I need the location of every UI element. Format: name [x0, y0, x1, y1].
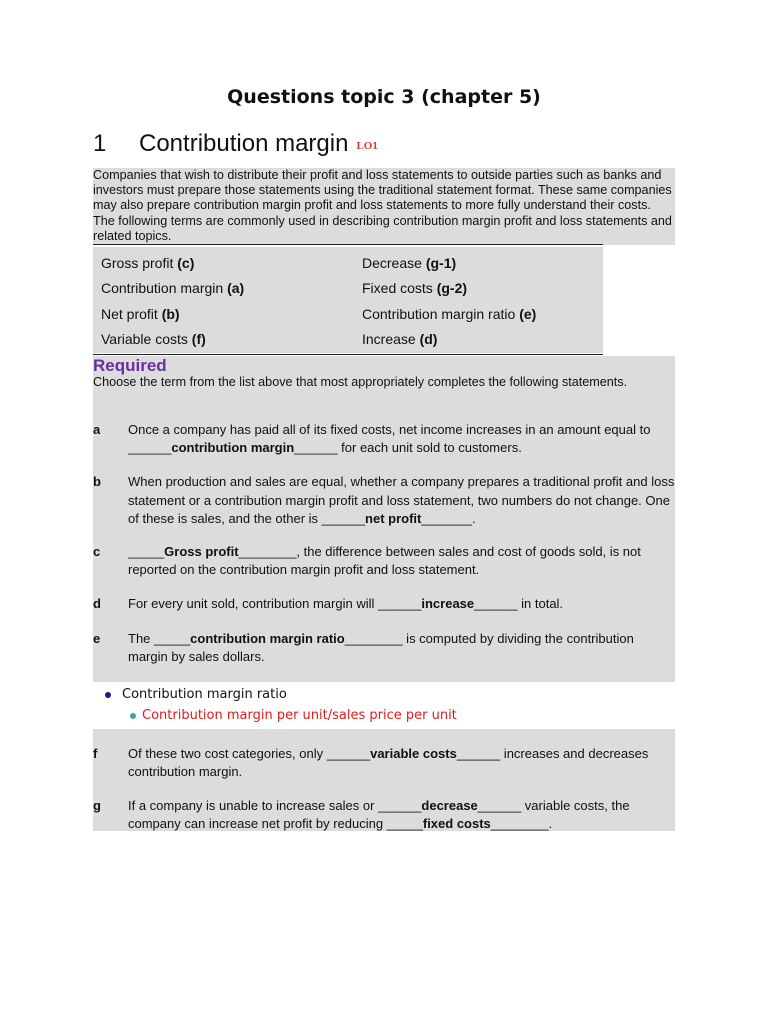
question-text: _____Gross profit________, the difference between sales and cost of goods sold, is not reported on the contribution margin profit and loss statement.	[128, 544, 641, 577]
question-text: If a company is unable to increase sales or ______decrease______ variable costs, the company can increase net profit by reducing _____fixed costs________.	[128, 798, 630, 831]
section-heading	[93, 130, 378, 158]
term-label: Contribution margin	[101, 280, 224, 297]
terms-row	[93, 276, 603, 302]
term-label: Increase	[362, 331, 416, 348]
note-box	[93, 683, 485, 728]
terms-table	[93, 247, 603, 353]
term-label: Variable costs	[101, 331, 188, 348]
required-section	[93, 356, 675, 682]
section-title: Contribution margin	[139, 130, 349, 157]
term-label: Gross profit	[101, 254, 174, 271]
question-letter: f	[93, 746, 98, 761]
term-code: (b)	[161, 305, 180, 322]
answer: contribution margin ratio	[190, 631, 345, 646]
bullet-dot	[130, 713, 136, 719]
answer: net profit	[365, 511, 422, 526]
question-text: Once a company has paid all of its fixed costs, net income increases in an amount equal to ______contribution margin______ for each unit sold to customers.	[128, 422, 651, 455]
learning-objective-badge: LO1	[356, 140, 378, 152]
term-cell	[93, 306, 354, 322]
term-cell	[93, 280, 354, 296]
terms-row	[93, 301, 603, 327]
question-letter: b	[93, 474, 101, 489]
question-text: Of these two cost categories, only ______variable costs______ increases and decreases contribution margin.	[128, 746, 649, 779]
answer: decrease	[421, 798, 478, 813]
question-letter: d	[93, 596, 101, 611]
section-number: 1	[93, 130, 107, 157]
terms-divider	[93, 354, 603, 355]
question-text: The _____contribution margin ratio________ is computed by dividing the contribution margin by sales dollars.	[128, 631, 634, 664]
term-cell	[93, 255, 354, 271]
page-title: Questions topic 3 (chapter 5)	[227, 86, 541, 108]
term-label: Decrease	[362, 254, 422, 271]
answer: variable costs	[370, 746, 457, 761]
term-label: Contribution margin ratio	[362, 305, 516, 322]
question-letter: e	[93, 631, 101, 646]
answer: increase	[421, 596, 475, 611]
intro-divider	[93, 244, 603, 245]
term-cell	[354, 255, 456, 271]
term-code: (d)	[419, 331, 438, 348]
term-code: (f)	[191, 331, 206, 348]
answer: Gross profit	[164, 544, 239, 559]
note-bullet-1: Contribution margin ratio	[122, 687, 287, 702]
note-bullet-2: Contribution margin per unit/sales price per unit	[142, 708, 457, 723]
intro-paragraph: Companies that wish to distribute their profit and loss statements to outside parties such as banks and investors must prepare those statements using the traditional statement format. These same companies may also prepare contribution margin profit and loss statements to more fully understand their costs. The following terms are commonly used in describing contribution margin profit and loss statements and related topics.	[93, 168, 675, 245]
term-code: (c)	[177, 254, 195, 271]
term-label: Net profit	[101, 305, 158, 322]
term-label: Fixed costs	[362, 280, 433, 297]
question-letter: c	[93, 544, 101, 559]
question-letter: g	[93, 798, 101, 813]
question-text: For every unit sold, contribution margin will ______increase______ in total.	[128, 596, 564, 611]
term-cell	[93, 331, 354, 347]
answer: contribution margin	[171, 440, 295, 455]
required-instruction: Choose the term from the list above that most appropriately completes the following statements.	[93, 375, 628, 389]
terms-row	[93, 327, 603, 353]
question-letter: a	[93, 422, 101, 437]
term-cell	[354, 331, 437, 347]
term-code: (e)	[519, 305, 537, 322]
required-title: Required	[93, 356, 167, 375]
bullet-dot	[105, 692, 111, 698]
answer: fixed costs	[422, 816, 491, 831]
term-code: (a)	[227, 280, 245, 297]
term-code: (g-2)	[436, 280, 468, 297]
term-cell	[354, 280, 467, 296]
required-section-continued	[93, 729, 675, 831]
term-code: (g-1)	[425, 254, 457, 271]
terms-row	[93, 250, 603, 276]
question-text: When production and sales are equal, whether a company prepares a traditional profit and loss statement or a contribution margin profit and loss statement, two numbers do not change. One of these is sales, and the other is ______net profit_______.	[128, 474, 675, 526]
term-cell	[354, 306, 536, 322]
